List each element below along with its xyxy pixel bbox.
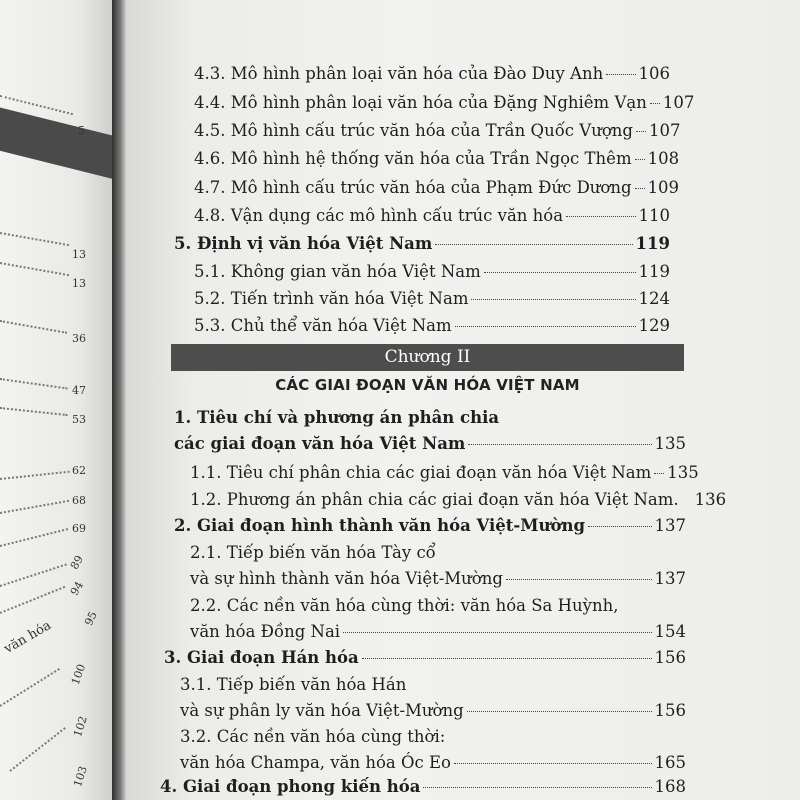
dot-leader [454, 763, 652, 764]
dot-leader [606, 74, 635, 75]
toc-entry-page: 165 [654, 753, 686, 772]
toc-entry [190, 490, 727, 509]
left-page-number: 68 [72, 494, 86, 507]
toc-entry-page: 129 [638, 316, 670, 335]
toc-entry-text: 4.5. Mô hình cấu trúc văn hóa của Trần Quốc Vượng [194, 121, 633, 140]
toc-entry-line: 3.1. Tiếp biến văn hóa Hán [180, 675, 407, 694]
left-leader [0, 563, 67, 587]
toc-entry-text: 5. Định vị văn hóa Việt Nam [174, 234, 433, 253]
toc-entry-text: 3. Giai đoạn Hán hóa [164, 648, 359, 667]
dot-leader [650, 103, 660, 104]
left-leader [0, 262, 69, 276]
toc-entry-text: 5.2. Tiến trình văn hóa Việt Nam [194, 289, 469, 308]
toc-entry-line: 2.1. Tiếp biến văn hóa Tày cổ [190, 543, 436, 562]
left-leader [0, 586, 65, 614]
toc-section-entry [174, 234, 670, 253]
toc-entry-page: 124 [638, 289, 670, 308]
toc-entry-text: văn hóa Đồng Nai [190, 622, 341, 641]
toc-entry-text: và sự phân ly văn hóa Việt-Mường [180, 701, 464, 720]
toc-entry-page: 156 [654, 648, 686, 667]
left-leader [0, 378, 67, 389]
toc-entry-line: 3.2. Các nền văn hóa cùng thời: [180, 727, 446, 746]
toc-entry-page: 110 [638, 206, 670, 225]
dot-leader [588, 526, 651, 527]
toc-entry [194, 93, 695, 112]
toc-entry-text: 2. Giai đoạn hình thành văn hóa Việt-Mường [174, 516, 586, 535]
dot-leader [654, 473, 664, 474]
toc-entry [190, 463, 699, 482]
toc-entry [190, 569, 686, 588]
left-page-number: 36 [72, 332, 86, 345]
toc-entry-page: 135 [667, 463, 699, 482]
toc-entry-page: 107 [648, 121, 681, 140]
toc-entry [180, 701, 686, 720]
left-page-number: 89 [67, 553, 87, 572]
toc-entry-page: 168 [654, 777, 686, 796]
book-gutter [112, 0, 126, 800]
left-page-number: 53 [72, 413, 86, 426]
toc-section-entry [160, 777, 686, 796]
left-page-number: 100 [68, 662, 89, 687]
toc-entry-text: 4.4. Mô hình phân loại văn hóa của Đặng Nghiêm Vạn [194, 93, 647, 112]
toc-entry-page: 107 [662, 93, 695, 112]
toc-section-line: 1. Tiêu chí và phương án phân chia [174, 408, 500, 427]
toc-entry [194, 121, 681, 140]
left-leader [0, 668, 60, 707]
toc-entry [190, 622, 686, 641]
left-leader [0, 528, 68, 547]
left-leader [0, 320, 67, 334]
left-page-number: 102 [71, 714, 90, 739]
dot-leader [506, 579, 652, 580]
left-page-number: 94 [67, 579, 87, 598]
toc-entry-page: 109 [647, 178, 680, 197]
left-page-number: 103 [71, 764, 90, 789]
toc-entry [194, 289, 670, 308]
toc-entry-text: 5.3. Chủ thể văn hóa Việt Nam [194, 316, 452, 335]
toc-entry-page: 137 [654, 569, 686, 588]
left-leader [0, 500, 69, 514]
toc-entry-text: 4. Giai đoạn phong kiến hóa [160, 777, 421, 796]
left-page-number: 13 [72, 248, 86, 261]
toc-entry-text: 4.6. Mô hình hệ thống văn hóa của Trần Ngọc Thêm [194, 149, 632, 168]
toc-entry-text: 5.1. Không gian văn hóa Việt Nam [194, 262, 481, 281]
toc-entry [180, 753, 686, 772]
left-leader [0, 232, 69, 246]
toc-entry-page: 137 [654, 516, 686, 535]
dot-leader [636, 131, 646, 132]
toc-entry-page: 136 [694, 490, 727, 509]
toc-entry-page: 156 [654, 701, 686, 720]
left-page [0, 0, 112, 800]
toc-entry-page: 106 [638, 64, 670, 83]
dot-leader [468, 444, 651, 445]
toc-entry-line: 2.2. Các nền văn hóa cùng thời: văn hóa Sa Huỳnh, [190, 596, 619, 615]
toc-entry [194, 316, 670, 335]
chapter-heading: Chương II [171, 344, 684, 371]
left-page-number: 69 [72, 522, 86, 535]
dot-leader [362, 658, 652, 659]
toc-entry-text: các giai đoạn văn hóa Việt Nam [174, 434, 466, 453]
left-leader [0, 407, 68, 416]
chapter-subtitle: CÁC GIAI ĐOẠN VĂN HÓA VIỆT NAM [275, 376, 580, 394]
dot-leader [484, 272, 636, 273]
left-page-number: 47 [72, 384, 86, 397]
toc-entry-text: 4.3. Mô hình phân loại văn hóa của Đào Duy Anh [194, 64, 604, 83]
dot-leader [423, 787, 651, 788]
toc-entry [194, 178, 680, 197]
dot-leader [471, 299, 635, 300]
dot-leader [467, 711, 652, 712]
toc-entry [194, 206, 670, 225]
left-leader [9, 727, 65, 772]
toc-entry-text: 4.7. Mô hình cấu trúc văn hóa của Phạm Đức Dương [194, 178, 632, 197]
toc-entry-page: 119 [635, 234, 670, 253]
toc-entry [194, 64, 670, 83]
toc-entry [194, 262, 670, 281]
left-page-number: 5 [78, 124, 85, 137]
toc-entry-text: và sự hình thành văn hóa Việt-Mường [190, 569, 503, 588]
left-page-number: 62 [72, 464, 86, 477]
dot-leader [435, 244, 632, 245]
dot-leader [635, 159, 645, 160]
toc-entry-text: văn hóa Champa, văn hóa Óc Eo [180, 753, 451, 772]
dot-leader [566, 216, 635, 217]
left-page-text-fragment: văn hóa [1, 618, 54, 657]
toc-entry-text: 1.2. Phương án phân chia các giai đoạn văn hóa Việt Nam. [190, 490, 679, 509]
dot-leader [635, 188, 645, 189]
toc-section-entry [174, 434, 686, 453]
toc-section-entry [174, 516, 686, 535]
toc-entry-page: 135 [654, 434, 686, 453]
toc-entry-page: 119 [638, 262, 670, 281]
left-leader [0, 471, 70, 480]
toc-entry-page: 154 [654, 622, 686, 641]
toc-entry [194, 149, 680, 168]
toc-section-entry [164, 648, 686, 667]
left-page-number: 95 [82, 609, 100, 628]
toc-entry-text: 4.8. Vận dụng các mô hình cấu trúc văn hóa [194, 206, 564, 225]
dot-leader [343, 632, 651, 633]
dot-leader [455, 326, 636, 327]
toc-entry-page: 108 [647, 149, 680, 168]
left-page-number: 13 [72, 277, 86, 290]
toc-entry-text: 1.1. Tiêu chí phân chia các giai đoạn văn hóa Việt Nam [190, 463, 652, 482]
left-page-dark-band [0, 105, 112, 180]
